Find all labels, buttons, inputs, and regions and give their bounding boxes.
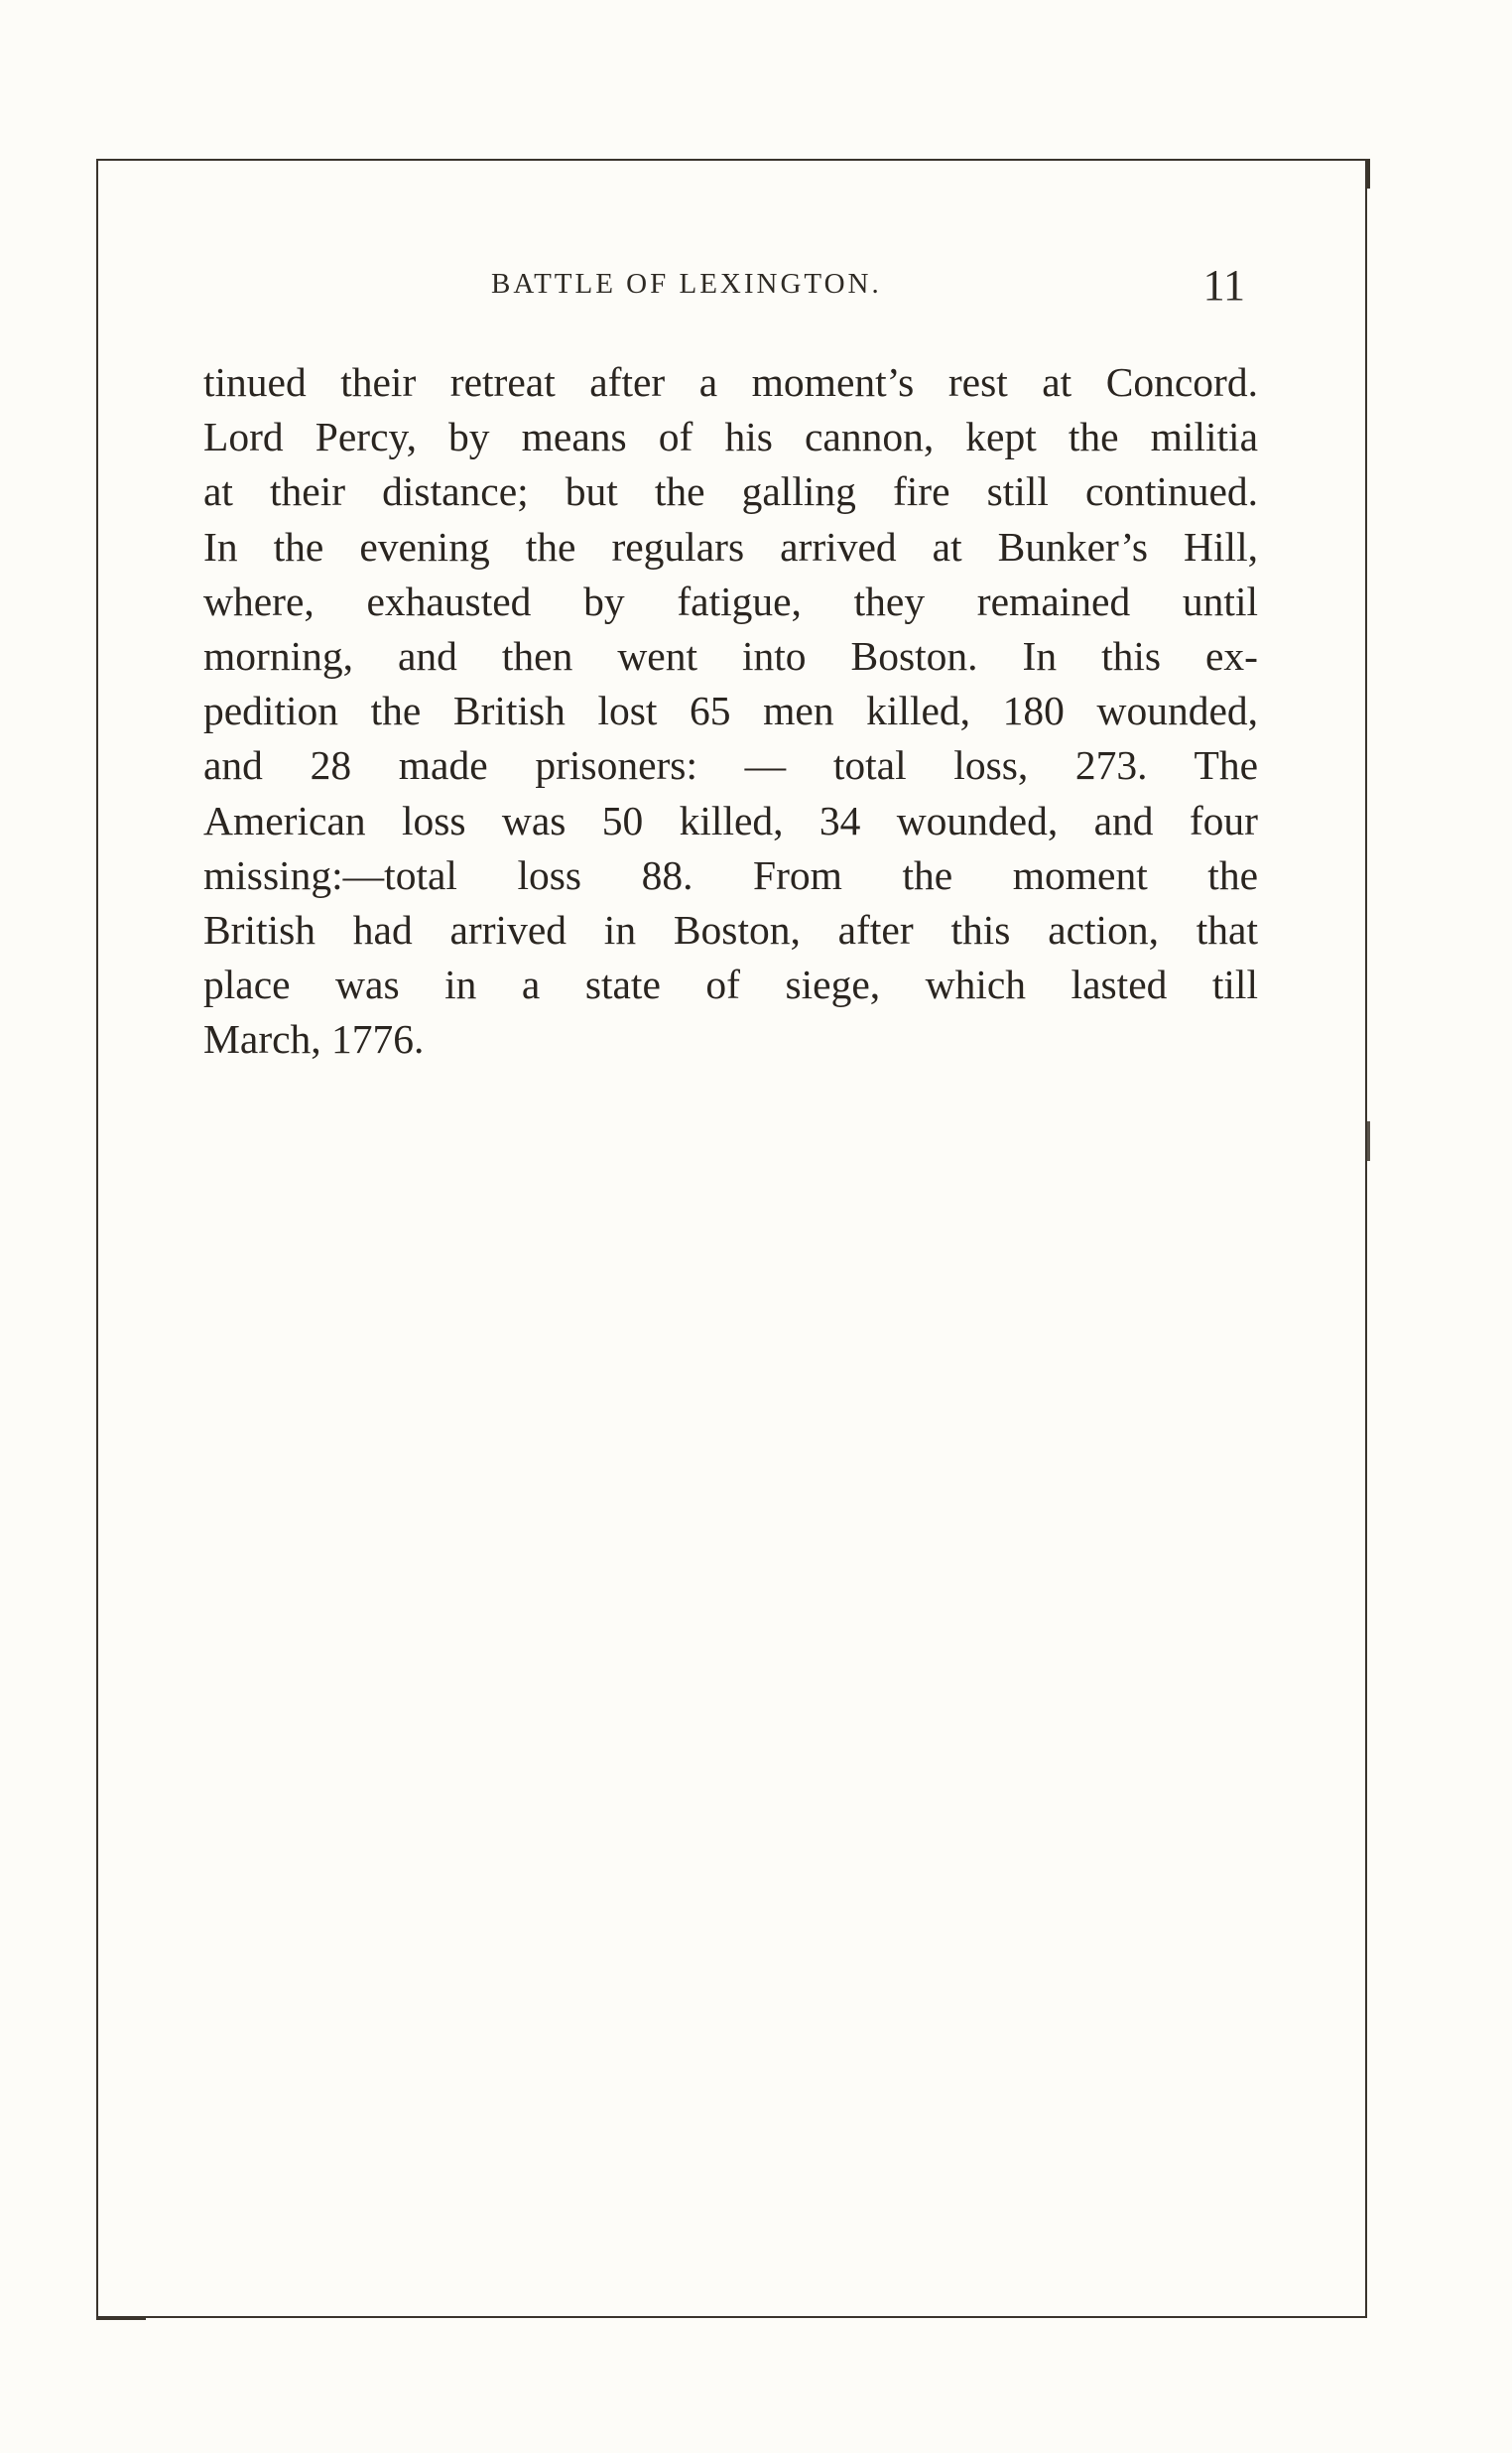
border-corner-mark [1367,159,1370,189]
border-bottom-mark [96,2316,146,2320]
border-edge-mark [1367,1121,1370,1161]
body-paragraph [203,355,1258,1068]
running-head [203,260,1255,310]
text-line: place was in a state of siege, which lasted till [203,962,1258,1008]
text-line: pedition the British lost 65 men killed, 180 wounded, [203,688,1258,734]
text-line: tinued their retreat after a moment’s rest at Concord. [203,359,1258,405]
text-line: British had arrived in Boston, after this action, that [203,907,1258,954]
text-line: morning, and then went into Boston. In this ex- [203,633,1258,680]
page-number: 11 [1202,261,1245,310]
text-line: at their distance; but the galling fire still continued. [203,468,1258,515]
text-line: Lord Percy, by means of his cannon, kept the militia [203,414,1258,460]
text-line: American loss was 50 killed, 34 wounded, and four [203,797,1258,843]
text-line: and 28 made prisoners: — total loss, 273. The [203,742,1258,789]
running-title: BATTLE OF LEXINGTON. [491,268,882,300]
text-line: where, exhausted by fatigue, they remained until [203,578,1258,624]
text-line: missing:—total loss 88. From the moment the [203,851,1258,898]
text-line: March, 1776. [203,1016,425,1063]
text-line: In the evening the regulars arrived at Bunker’s Hill, [203,523,1258,570]
